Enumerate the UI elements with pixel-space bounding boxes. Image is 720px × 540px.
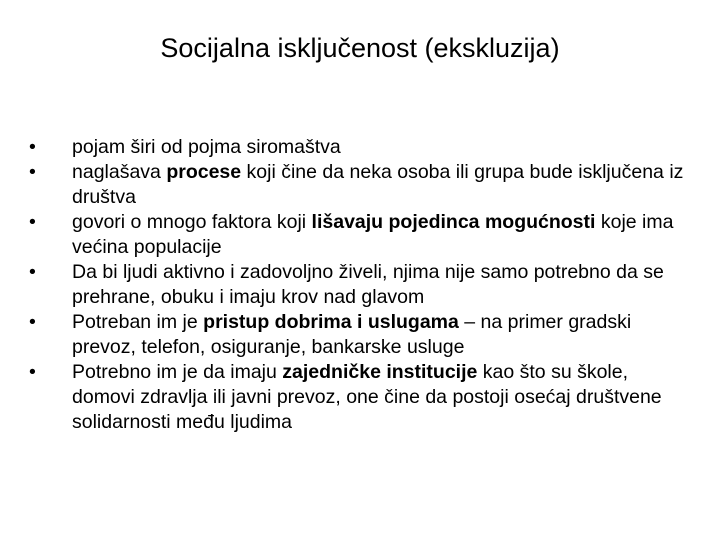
bullet-emphasis: pristup dobrima i uslugama: [203, 311, 459, 333]
bullet-item: [29, 160, 689, 210]
bullet-icon: •: [29, 161, 36, 183]
bullet-text: – na primer gradski prevoz, telefon, osiguranje, bankarske usluge: [72, 311, 632, 358]
bullet-icon: •: [29, 361, 36, 383]
bullet-icon: •: [29, 136, 36, 158]
bullet-item: [29, 360, 689, 435]
bullet-text: Potreban im je: [72, 311, 204, 333]
bullet-emphasis: zajedničke institucije: [282, 361, 478, 383]
bullet-text: pojam širi od pojma siromaštva: [72, 136, 341, 158]
slide-title: Socijalna isključenost (ekskluzija): [160, 33, 560, 63]
bullet-item: [29, 210, 689, 260]
bullet-item: [29, 260, 689, 310]
bullet-item: [29, 310, 689, 360]
bullet-icon: •: [29, 311, 36, 333]
bullet-text: kao što su škole, domovi zdravlja ili javni prevoz, one čine da postoji osećaj društvene solidarnosti među ljudima: [72, 361, 662, 433]
bullet-emphasis: procese: [166, 161, 242, 183]
bullet-text: koji čine da neka osoba ili grupa bude isključena iz društva: [72, 161, 684, 208]
bullet-emphasis: lišavaju pojedinca mogućnosti: [311, 211, 596, 233]
bullet-text: Da bi ljudi aktivno i zadovoljno živeli, njima nije samo potrebno da se prehrane, obuku i imaju krov nad glavom: [72, 261, 664, 308]
bullet-text: naglašava: [72, 161, 167, 183]
bullet-list: [29, 135, 689, 435]
bullet-icon: •: [29, 261, 36, 283]
bullet-text: koje ima većina populacije: [72, 211, 674, 258]
bullet-item: [29, 135, 689, 160]
bullet-text: govori o mnogo faktora koji: [72, 211, 312, 233]
bullet-icon: •: [29, 211, 36, 233]
bullet-text: Potrebno im je da imaju: [72, 361, 283, 383]
